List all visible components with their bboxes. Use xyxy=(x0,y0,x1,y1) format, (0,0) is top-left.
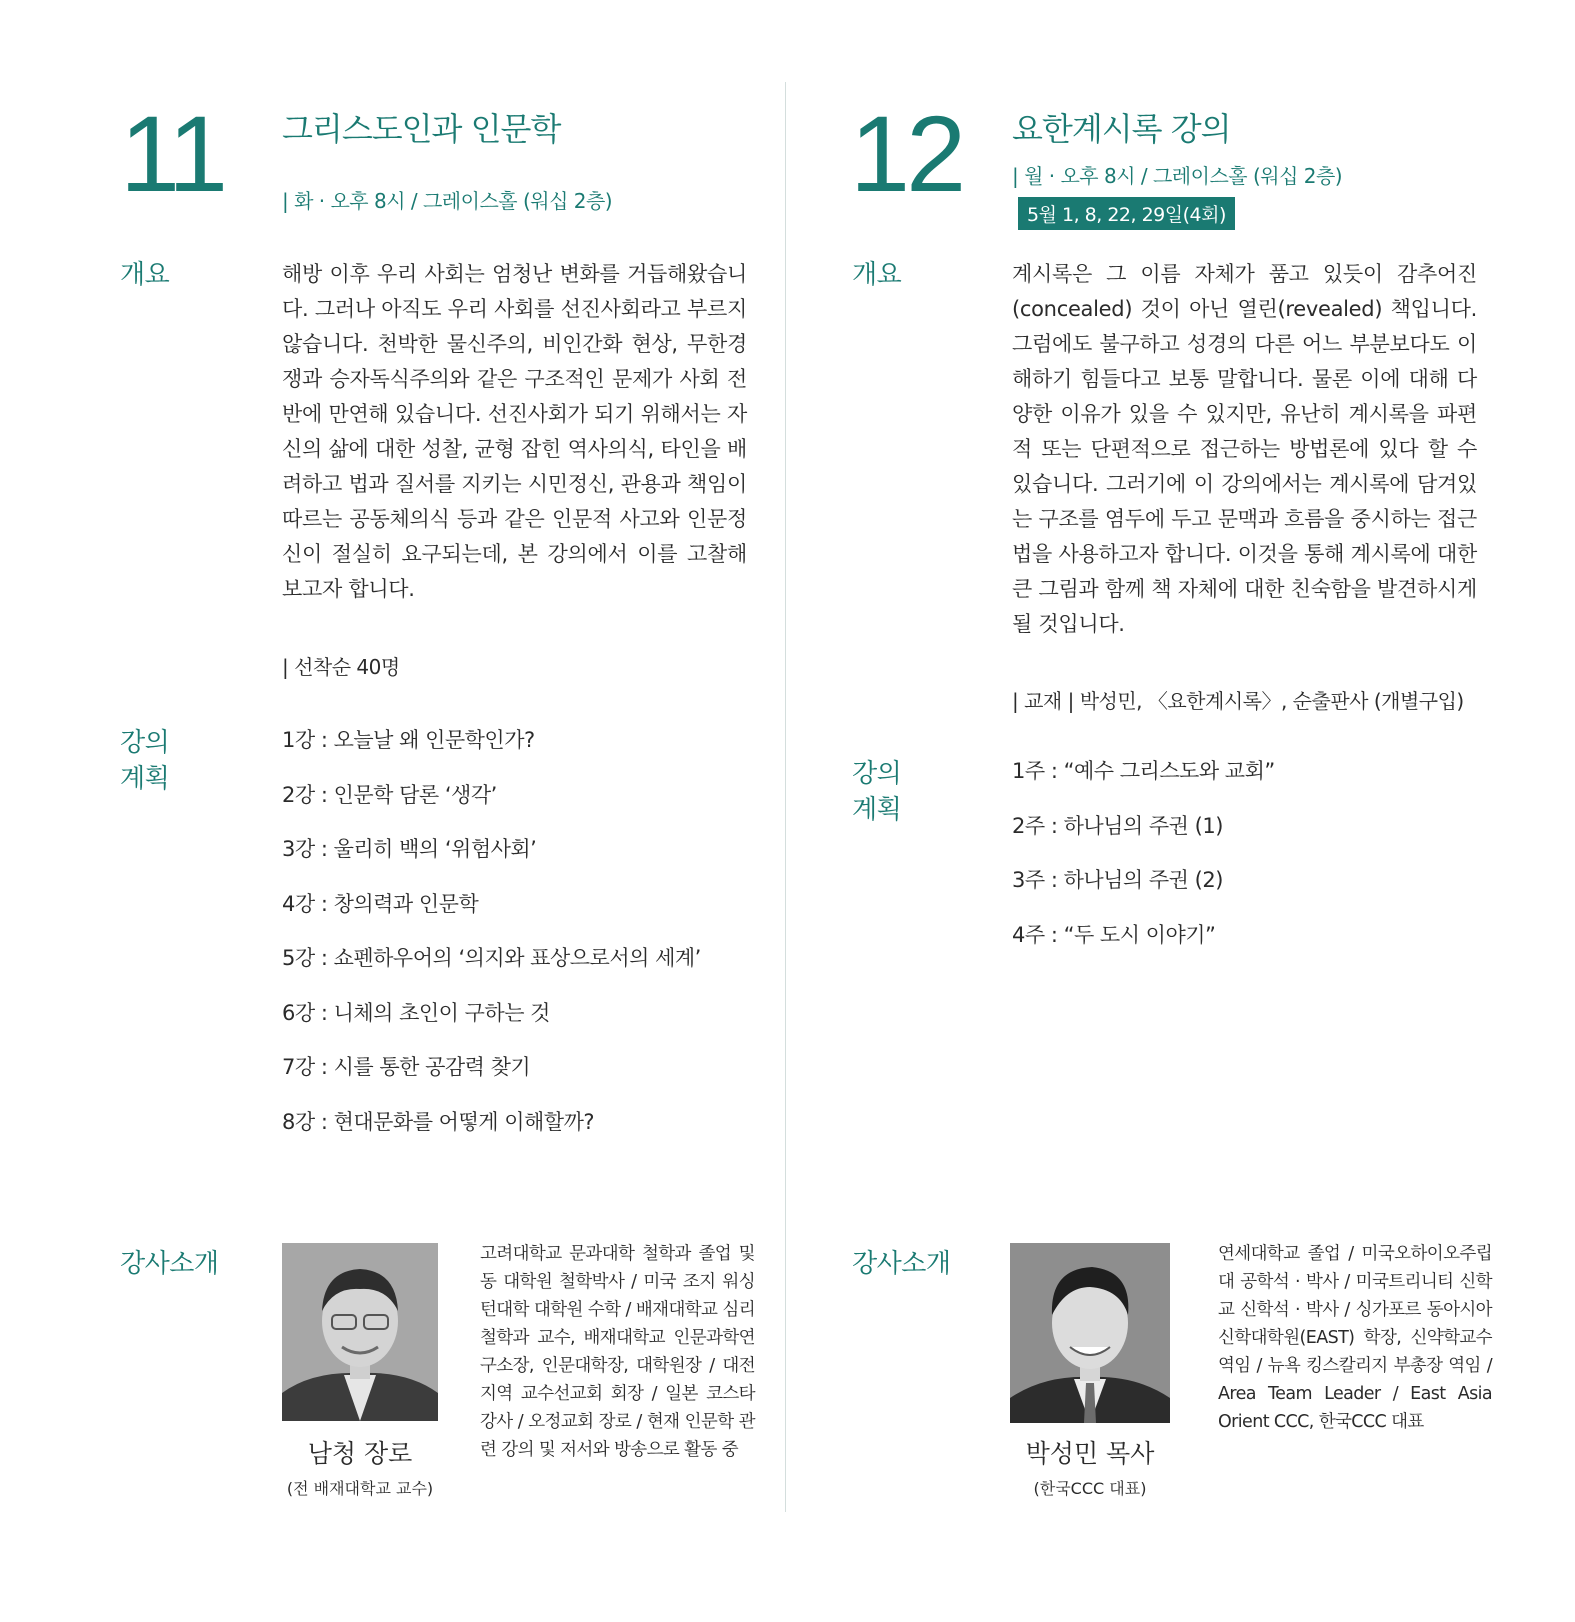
plan-label-line-1: 강의 xyxy=(120,728,170,758)
plan-item: 6강 : 니체의 초인이 구하는 것 xyxy=(282,1000,550,1025)
course-11-instructor-label: 강사소개 xyxy=(120,1249,219,1279)
instructor-bio-park: 연세대학교 졸업 / 미국오하이오주립대 공학석 · 박사 / 미국트리니티 신학교 신학석 · 박사 / 싱가포르 동아시아신학대학원(EAST) 학장, 신약학교수 역임 / 뉴욕 킹스칼리지 부총장 역임 / Area Team Leader / East Asia Orient CCC, 한국CCC 대표 xyxy=(1218,1244,1492,1432)
portrait-image xyxy=(1010,1243,1170,1423)
instructor-role-nam: (전 배재대학교 교수) xyxy=(286,1479,434,1498)
course-12-number: 12 xyxy=(850,93,963,214)
plan-label-line-1: 강의 xyxy=(852,759,902,789)
course-12-plan-list xyxy=(1012,761,1275,979)
plan-item: 1강 : 오늘날 왜 인문학인가? xyxy=(282,728,535,752)
course-12-note: | 교재 | 박성민, 〈요한계시록〉, 순출판사 (개별구입) xyxy=(1012,689,1464,713)
instructor-role-park: (한국CCC 대표) xyxy=(1033,1479,1147,1498)
course-11-plan-label xyxy=(120,725,169,797)
course-12-title: 요한계시록 강의 xyxy=(1012,110,1231,148)
course-12-overview-label: 개요 xyxy=(852,260,902,290)
plan-item: 1주 : “예수 그리스도와 교회” xyxy=(1012,759,1275,783)
course-12-instructor-label: 강사소개 xyxy=(852,1249,951,1279)
portrait-image xyxy=(282,1243,438,1421)
course-11-note: | 선착순 40명 xyxy=(282,655,400,679)
course-11-title: 그리스도인과 인문학 xyxy=(282,110,561,148)
course-11-overview: 해방 이후 우리 사회는 엄청난 변화를 거듭해왔습니다. 그러나 아직도 우리 사회를 선진사회라고 부르지 않습니다. 천박한 물신주의, 비인간화 현상, 무한경쟁과 승자독식주의와 같은 구조적인 문제가 사회 전반에 만연해 있습니다. 선진사회가 되기 위해서는 자신의 삶에 대한 성찰, 균형 잡힌 역사의식, 타인을 배려하고 법과 질서를 지키는 시민정신, 관용과 책임이 따르는 공동체의식 등과 같은 인문적 사고와 인문정신이 절실히 요구되는데, 본 강의에서 이를 고찰해 보고자 합니다. xyxy=(282,262,747,601)
course-11-number: 11 xyxy=(120,93,225,214)
instructor-name-nam: 남청 장로 xyxy=(307,1439,413,1468)
plan-item: 3주 : 하나님의 주권 (2) xyxy=(1012,868,1223,892)
course-11-plan-list xyxy=(282,730,701,1166)
course-11-schedule: | 화 · 오후 8시 / 그레이스홀 (워십 2층) xyxy=(282,189,613,213)
plan-item: 2주 : 하나님의 주권 (1) xyxy=(1012,813,1223,838)
course-12-schedule: | 월 · 오후 8시 / 그레이스홀 (워십 2층) xyxy=(1012,164,1343,188)
plan-label-line-2: 계획 xyxy=(120,764,170,794)
instructor-bio-nam: 고려대학교 문과대학 철학과 졸업 및 동 대학원 철학박사 / 미국 조지 워싱턴대학 대학원 수학 / 배재대학교 심리철학과 교수, 배재대학교 인문과학연구소장, 인문대학장, 대학원장 / 대전지역 교수선교회 회장 / 일본 코스타 강사 / 오정교회 장로 / 현재 인문학 관련 강의 및 저서와 방송으로 활동 중 xyxy=(480,1244,755,1460)
plan-item: 5강 : 쇼펜하우어의 ‘의지와 표상으로서의 세계’ xyxy=(282,946,701,970)
instructor-name-park: 박성민 목사 xyxy=(1025,1439,1155,1468)
plan-label-line-2: 계획 xyxy=(852,795,902,825)
plan-item: 4강 : 창의력과 인문학 xyxy=(282,891,479,916)
instructor-photo-nam xyxy=(282,1243,438,1421)
plan-item: 4주 : “두 도시 이야기” xyxy=(1012,922,1216,947)
course-12-plan-label xyxy=(852,756,901,828)
course-11-overview-label: 개요 xyxy=(120,260,170,290)
plan-item: 2강 : 인문학 담론 ‘생각’ xyxy=(282,782,497,807)
course-12-overview: 계시록은 그 이름 자체가 품고 있듯이 감추어진 (concealed) 것이 아닌 열린(revealed) 책입니다. 그럼에도 불구하고 성경의 다른 어느 부분보다도 이해하기 힘들다고 보통 말합니다. 물론 이에 대해 다양한 이유가 있을 수 있지만, 유난히 계시록을 파편적 또는 단편적으로 접근하는 방법론에 있다 할 수 있습니다. 그러기에 이 강의에서는 계시록에 담겨있는 구조를 염두에 두고 문맥과 흐름을 중시하는 접근법을 사용하고자 합니다. 이것을 통해 계시록에 대한 큰 그림과 함께 책 자체에 대한 친숙함을 발견하시게 될 것입니다. xyxy=(1012,262,1477,636)
plan-item: 8강 : 현대문화를 어떻게 이해할까? xyxy=(282,1109,595,1134)
plan-item: 7강 : 시를 통한 공감력 찾기 xyxy=(282,1055,531,1079)
course-12-dates-badge: 5월 1, 8, 22, 29일(4회) xyxy=(1018,197,1235,230)
instructor-photo-park xyxy=(1010,1243,1170,1423)
plan-item: 3강 : 울리히 백의 ‘위험사회’ xyxy=(282,837,537,861)
column-divider xyxy=(785,82,786,1512)
